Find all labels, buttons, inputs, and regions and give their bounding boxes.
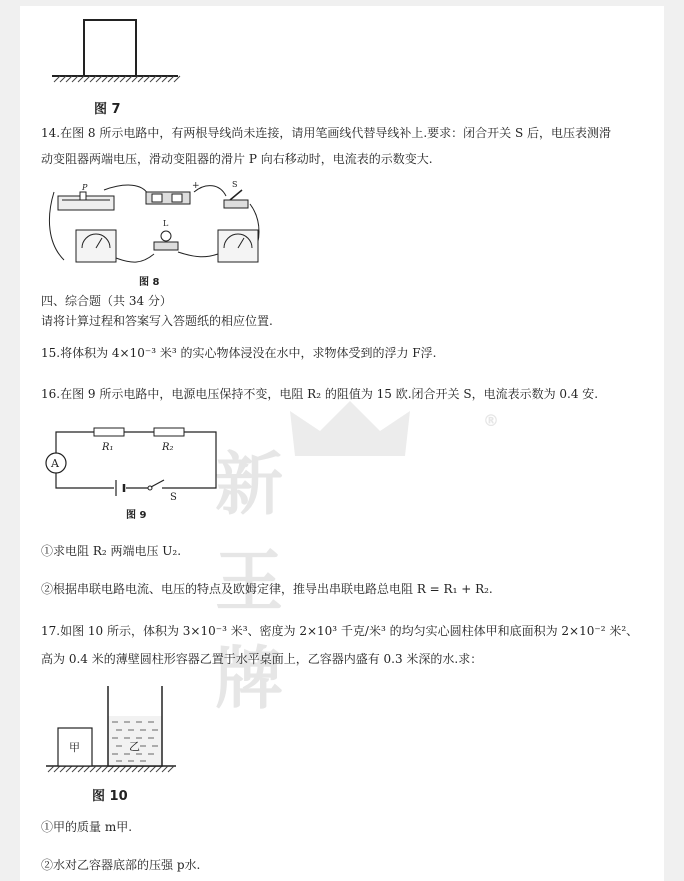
resistor-r1 <box>94 428 124 436</box>
figure-7-caption: 图 7 <box>94 102 121 117</box>
q17-sub-2: ②水对乙容器底部的压强 p水. <box>41 858 201 872</box>
battery <box>146 192 190 204</box>
block <box>84 20 136 76</box>
switch-s-label: S <box>232 180 238 189</box>
q14-line-2: 动变阻器两端电压，滑动变阻器的滑片 P 向右移动时，电流表的示数变大. <box>41 152 433 166</box>
lamp-l-label: L <box>163 219 169 228</box>
switch-label: S <box>170 492 177 500</box>
voltmeter <box>76 230 116 262</box>
q16-sub-1: ①求电阻 R₂ 两端电压 U₂. <box>41 544 182 558</box>
document-page <box>20 6 664 881</box>
watermark-text: 新王牌 <box>215 446 294 719</box>
lamp <box>154 231 178 250</box>
yi-label: 乙 <box>129 740 140 753</box>
figure-9 <box>40 420 220 500</box>
switch-blade <box>151 480 164 487</box>
r1-label: R₁ <box>102 442 114 453</box>
q16-text: 16.在图 9 所示电路中，电源电压保持不变，电阻 R₂ 的阻值为 15 欧.闭合开关 S，电流表示数为 0.4 安. <box>41 387 599 401</box>
watermark-registered: ® <box>483 411 499 430</box>
ammeter <box>218 230 258 262</box>
q16-sub-2: ②根据串联电路电流、电压的特点及欧姆定律，推导出串联电路总电阻 R = R₁ + R₂. <box>41 582 493 596</box>
figure-8 <box>46 178 266 268</box>
r2-label: R₂ <box>162 442 174 453</box>
jia-label: 甲 <box>69 741 80 754</box>
rheostat <box>58 192 114 210</box>
section-4-title: 四、综合题（共 34 分） <box>41 294 172 308</box>
switch <box>224 190 248 208</box>
figure-10-caption: 图 10 <box>92 789 128 804</box>
q17-line-1: 17.如图 10 所示，体积为 3×10⁻³ 米³、密度为 2×10³ 千克/米³ 的均匀实心圆柱体甲和底面积为 2×10⁻² 米²、 <box>41 624 639 638</box>
figure-10 <box>44 682 184 780</box>
figure-7 <box>48 10 188 90</box>
battery-plus-label: + <box>192 181 200 191</box>
figure-9-caption: 图 9 <box>126 510 147 521</box>
figure-8-caption: 图 8 <box>139 277 160 288</box>
resistor-r2 <box>154 428 184 436</box>
q14-line-1: 14.在图 8 所示电路中，有两根导线尚未连接，请用笔画线代替导线补上.要求：闭合开关 S 后，电压表测滑 <box>41 126 612 140</box>
q17-line-2: 高为 0.4 米的薄壁圆柱形容器乙置于水平桌面上，乙容器内盛有 0.3 米深的水.求： <box>41 652 483 666</box>
ammeter-label: A <box>51 457 59 470</box>
q15-text: 15.将体积为 4×10⁻³ 米³ 的实心物体浸没在水中，求物体受到的浮力 F浮. <box>41 346 437 360</box>
crown-icon <box>285 401 415 461</box>
slider-p-label: P <box>82 183 88 192</box>
section-4-instruction: 请将计算过程和答案写入答题纸的相应位置. <box>41 314 273 328</box>
q17-sub-1: ①甲的质量 m甲. <box>41 820 133 834</box>
